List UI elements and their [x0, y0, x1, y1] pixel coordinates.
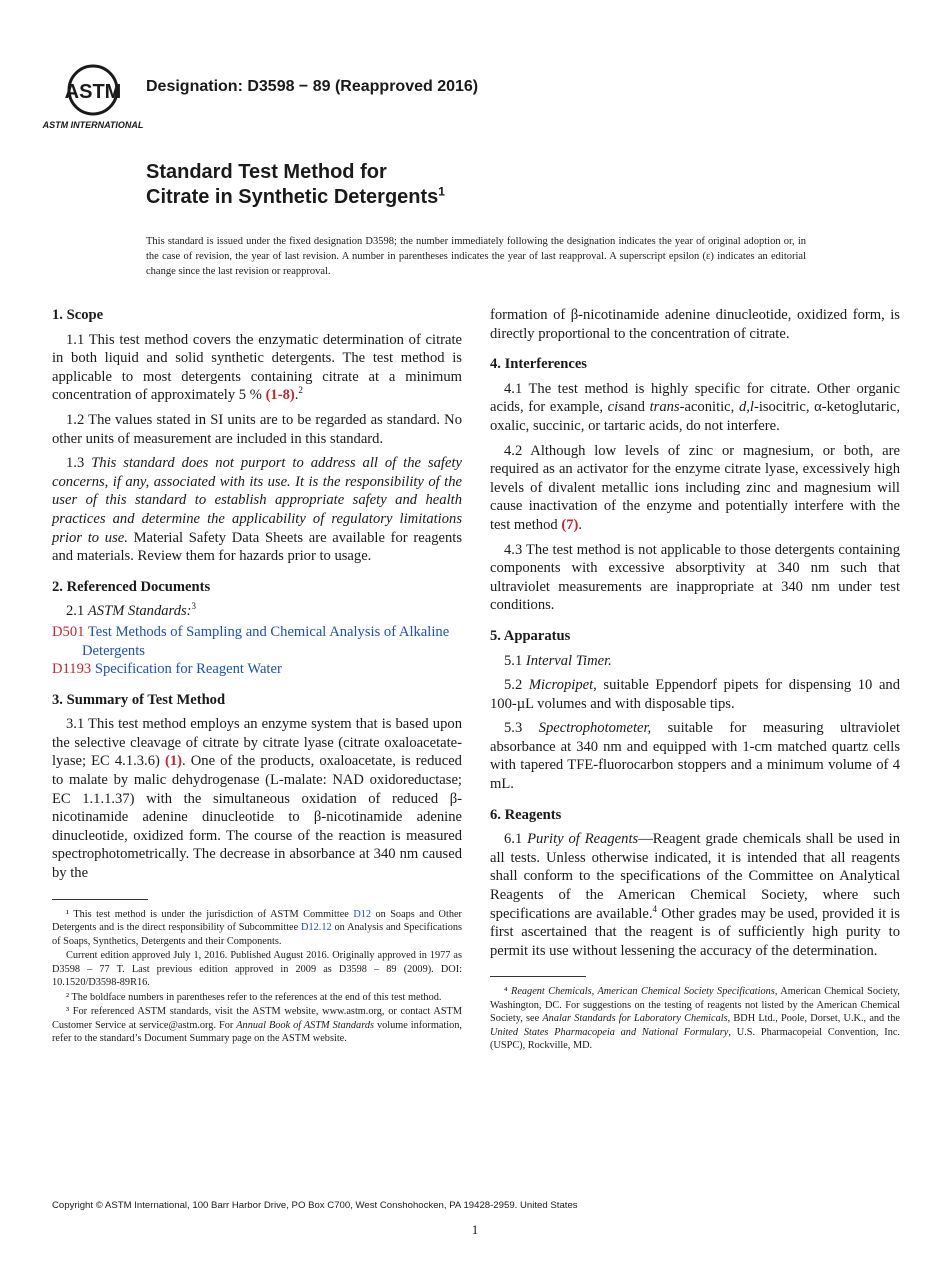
footnote-mark: 2 — [298, 385, 303, 396]
section-scope — [52, 306, 462, 566]
paragraph-1-1: 1.1 This test method covers the enzymatic determination of citrate in both liquid and solid synthetic detergents. The test method is applicable to most detergents containing citrate at a minimum concentration of approximately 5 % (1-8).$^2$ — [52, 331, 462, 404]
paragraph-1-3: 1.3 This standard does not purport to address all of the safety concerns, if any, associated with its use. It is the responsibility of the user of this standard to establish appropriate safety and health practices and determine the applicability of regulatory limitations prior to use. Material Safety Data Sheets are available for reagents and materials. Review them for hazards prior to usage. — [52, 455, 462, 565]
section-interferences — [490, 355, 900, 615]
astm-logo — [42, 60, 144, 132]
reference-d1193[interactable]: D1193 Specification for Reagent Water — [52, 661, 282, 678]
section-referenced-documents — [52, 578, 462, 679]
section-heading: 6. Reagents — [490, 806, 562, 823]
section-heading: 3. Summary of Test Method — [52, 691, 226, 708]
paragraph-4-2: 4.2 Although low levels of zinc or magnesium, or both, are required as an activator for the enzyme citrate lyase, excessively high levels of divalent metallic ions including zinc and magnesium will cause inactivation of the enzyme and potentially interfere with the test method (7). — [490, 442, 900, 533]
footnote-1-edition: Current edition approved July 1, 2016. Published August 2016. Originally approved in 1977 as D3598 – 77 T. Last previous edition approved in 2009 as D3598 – 89 (2009). DOI: 10.1520/D3598-89R16. — [52, 950, 462, 989]
footnote-2: ² The boldface numbers in parentheses refer to the references at the end of this test method. — [66, 991, 442, 1003]
paragraph-3-1-continued: formation of β-nicotinamide adenine dinucleotide, oxidized form, is directly proportional to the concentration of citrate. — [490, 307, 900, 342]
right-column — [490, 306, 900, 1054]
left-column — [52, 306, 462, 1047]
page-number: 1 — [471, 1222, 479, 1237]
title-line-2: Citrate in Synthetic Detergents — [146, 186, 439, 208]
document-title — [146, 160, 445, 210]
paragraph-5-2: 5.2 Micropipet, suitable Eppendorf pipets for dispensing 10 and 100-µL volumes and with disposable tips. — [490, 677, 901, 712]
footnote-divider — [490, 976, 586, 977]
reference-link[interactable]: (1-8) — [265, 387, 295, 404]
issuance-notice: This standard is issued under the fixed designation D3598; the number immediately following the designation indicates the year of original adoption or, in the case of revision, the year of last revision. A number in parentheses indicates the year of last reapproval. A superscript epsilon (ε) indicates an editorial change since the last revision or reapproval. — [146, 236, 806, 277]
section-heading: 2. Referenced Documents — [52, 578, 211, 595]
paragraph-4-1: 4.1 The test method is highly specific for citrate. Other organic acids, for example, cisand trans-aconitic, d,l-isocitric, α-ketoglutaric, oxalic, succinic, or tartaric acids, do not interfere. — [490, 380, 900, 434]
paragraph-5-1: 5.1 Interval Timer. — [504, 652, 612, 669]
section-reagents — [490, 806, 900, 961]
footnotes-right — [490, 985, 900, 1053]
designation: Designation: D3598 − 89 (Reapproved 2016) — [146, 78, 479, 95]
paragraph-5-3: 5.3 Spectrophotometer, suitable for measuring ultraviolet absorbance at 340 nm and equipped with 1-cm matched quartz cells with tapered TFE-fluorocarbon stoppers and a minimum volume of 4 mL. — [490, 720, 900, 793]
paragraph-6-1: 6.1 Purity of Reagents—Reagent grade chemicals shall be used in all tests. Unless otherwise indicated, it is intended that all reagents shall conform to the specifications of the Committee on Analytical Reagents of the American Chemical Society, where such specifications are available.$^4$ Other grades may be used, provided it is first ascertained that the reagent is of sufficiently high purity to permit its use without lessening the accuracy of the determination. — [490, 831, 901, 959]
footnotes-left — [52, 908, 462, 1046]
title-footnote-mark: 1 — [438, 184, 445, 199]
section-heading: 4. Interferences — [490, 356, 587, 373]
section-heading: 5. Apparatus — [490, 627, 571, 644]
section-heading: 1. Scope — [52, 307, 104, 323]
footnote-divider — [52, 899, 148, 900]
footnote-4: ⁴ Reagent Chemicals, American Chemical Society Specifications, American Chemical Society, Washington, DC. For suggestions on the testing of reagents not listed by the American Chemical Society, see Analar Standards for Laboratory Chemicals, BDH Ltd., Poole, Dorset, U.K., and the United States Pharmacopeia and National Formulary, U.S. Pharmacopeial Convention, Inc. (USPC), Rockville, MD. — [490, 986, 900, 1052]
paragraph-3-1: 3.1 This test method employs an enzyme system that is based upon the selective cleavage of citrate by citrate lyase (citrate oxaloacetate-lyase; EC 4.1.3.6) (1). One of the products, oxaloacetate, is reduced to malate by malic dehydrogenase (L-malate: NAD oxidoreductase; EC 1.1.1.37) with the simultaneous oxidation of reduced β-nicotinamide adenine dinucleotide to β-nicotinamide adenine dinucleotide, oxidized form. The course of the reaction is measured spectrophotometrically. The decrease in absorbance at 340 nm caused by the — [52, 716, 462, 882]
reference-link[interactable]: (7) — [561, 516, 579, 533]
reference-d501[interactable]: D501 Test Methods of Sampling and Chemical Analysis of Alkaline Detergents — [52, 623, 450, 659]
section-summary — [52, 691, 462, 883]
footnote-3: ³ For referenced ASTM standards, visit the ASTM website, www.astm.org, or contact ASTM Customer Service at service@astm.org. For Annual Book of ASTM Standards volume information, refer to the standard’s Document Summary page on the ASTM website. — [52, 1006, 462, 1045]
svg-text:ASTM: ASTM — [64, 81, 122, 103]
copyright-footer: Copyright © ASTM International, 100 Barr Harbor Drive, PO Box C700, West Conshohocken, PA 19428-2959. United States — [52, 1200, 578, 1211]
paragraph-2-1: 2.1 ASTM Standards:$^3$ — [66, 601, 197, 620]
paragraph-1-2: 1.2 The values stated in SI units are to be regarded as standard. No other units of measurement are included in this standard. — [52, 411, 462, 447]
paragraph-4-3: 4.3 The test method is not applicable to those detergents containing components with excessive absorptivity at 340 nm such that ultraviolet measurements are inappropriate at 340 nm under test conditions. — [490, 541, 900, 614]
title-line-1: Standard Test Method for — [146, 161, 387, 183]
reference-link[interactable]: (1) — [164, 753, 182, 770]
logo-text: ASTM INTERNATIONAL — [42, 120, 144, 130]
section-apparatus — [490, 627, 900, 794]
footnote-1: ¹ This test method is under the jurisdiction of ASTM Committee D12 on Soaps and Other Detergents and is the direct responsibility of Subcommittee D12.12 on Analysis and Specifications of Soaps, Synthetics, Detergents and their Components. — [52, 908, 462, 947]
